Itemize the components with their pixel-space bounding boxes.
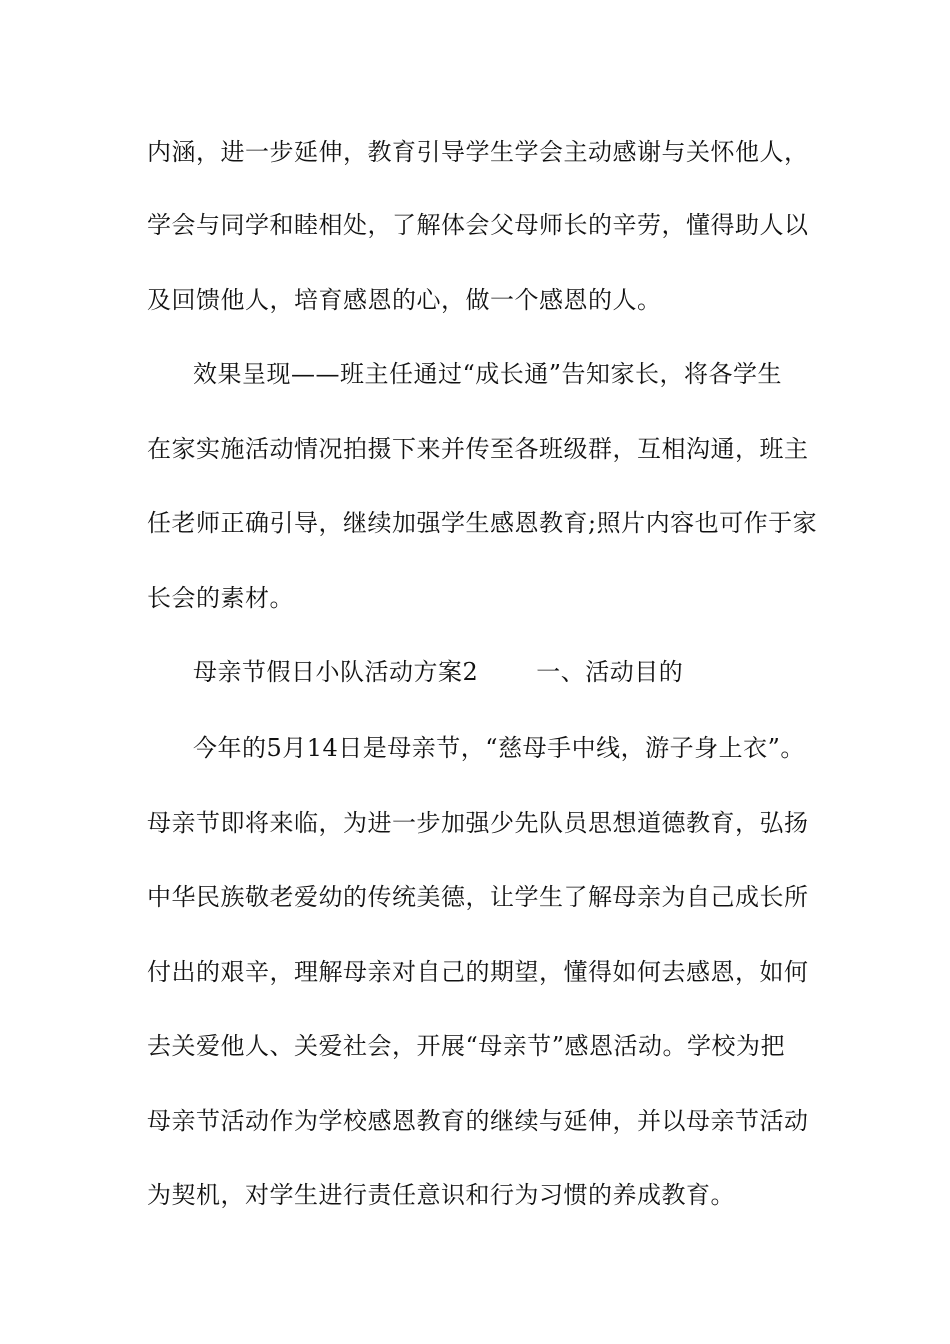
text-line: 内涵，进一步延伸，教育引导学生学会主动感谢与关怀他人， bbox=[147, 138, 809, 166]
text-line: 付出的艰辛，理解母亲对自己的期望，懂得如何去感恩，如何 bbox=[147, 958, 809, 986]
text-line: 效果呈现——班主任通过“成长通”告知家长，将各学生 bbox=[193, 360, 783, 388]
section-heading bbox=[193, 657, 683, 687]
text-line: 母亲节活动作为学校感恩教育的继续与延伸，并以母亲节活动 bbox=[147, 1107, 809, 1135]
text-line: 任老师正确引导，继续加强学生感恩教育;照片内容也可作于家 bbox=[147, 509, 818, 537]
plan-title: 母亲节假日小队活动方案2 bbox=[193, 658, 479, 686]
section-title: 一、活动目的 bbox=[536, 658, 684, 686]
text-line: 今年的5月14日是母亲节，“慈母手中线，游子身上衣”。 bbox=[193, 734, 805, 762]
text-line: 及回馈他人，培育感恩的心，做一个感恩的人。 bbox=[147, 286, 662, 314]
text-line: 学会与同学和睦相处，了解体会父母师长的辛劳，懂得助人以 bbox=[147, 211, 809, 239]
text-line: 为契机，对学生进行责任意识和行为习惯的养成教育。 bbox=[147, 1181, 735, 1209]
text-line: 母亲节即将来临，为进一步加强少先队员思想道德教育，弘扬 bbox=[147, 809, 809, 837]
text-line: 中华民族敬老爱幼的传统美德，让学生了解母亲为自己成长所 bbox=[147, 883, 809, 911]
text-line: 在家实施活动情况拍摄下来并传至各班级群，互相沟通，班主 bbox=[147, 435, 809, 463]
text-line: 长会的素材。 bbox=[147, 584, 294, 612]
text-line: 去关爱他人、关爱社会，开展“母亲节”感恩活动。学校为把 bbox=[147, 1032, 786, 1060]
